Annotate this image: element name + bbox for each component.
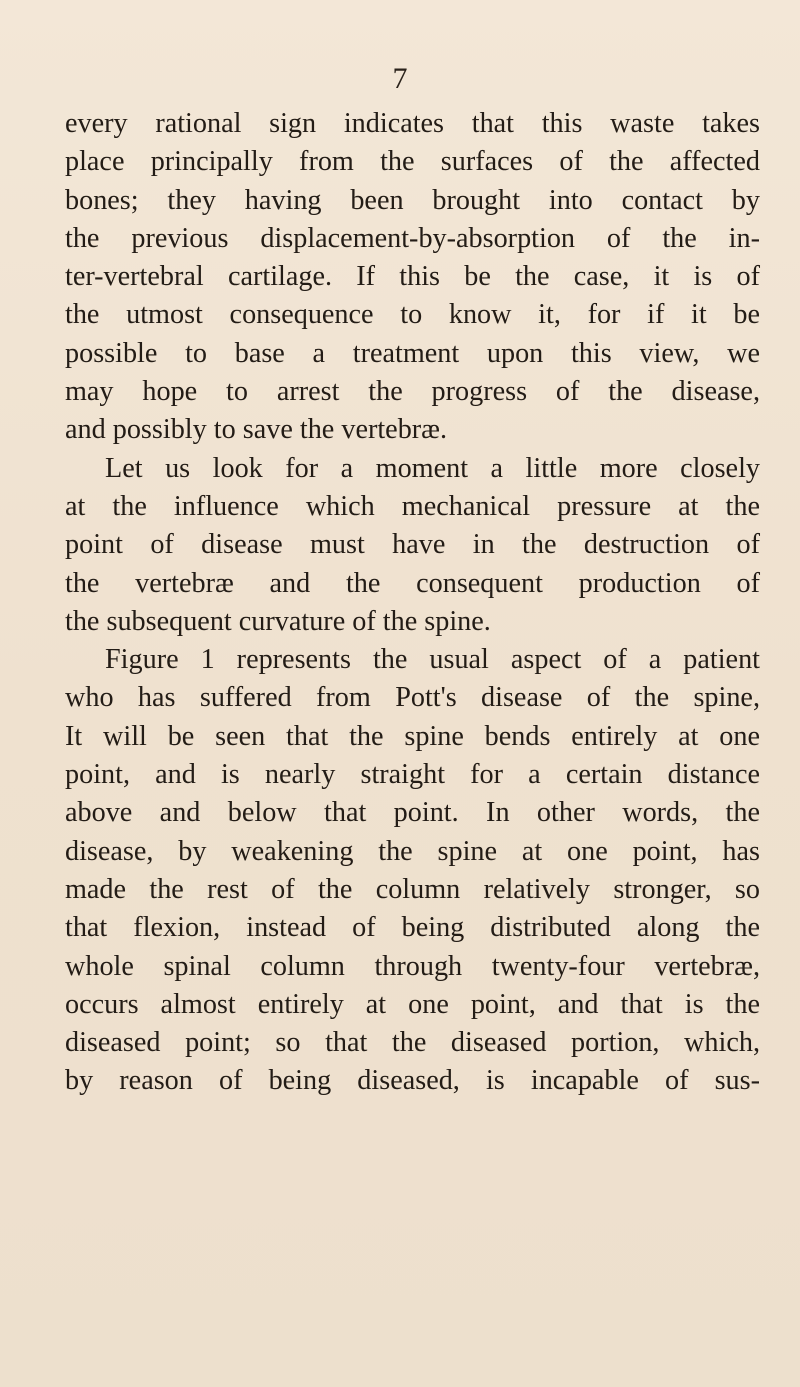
text-line: and possibly to save the vertebræ. bbox=[65, 414, 448, 446]
text-line: whole spinal column through twenty-four vertebræ, bbox=[65, 950, 760, 982]
text-line: Figure 1 represents the usual aspect of a patient bbox=[105, 644, 760, 676]
text-line: possible to base a treatment upon this view, we bbox=[65, 337, 760, 369]
text-line: the utmost consequence to know it, for if it be bbox=[65, 299, 760, 331]
text-line: may hope to arrest the progress of the disease, bbox=[65, 376, 760, 408]
text-line: It will be seen that the spine bends entirely at one bbox=[65, 720, 760, 752]
text-line: disease, by weakening the spine at one point, has bbox=[65, 835, 760, 867]
text-line: ter-vertebral cartilage. If this be the case, it is of bbox=[65, 261, 760, 293]
text-line: occurs almost entirely at one point, and that is the bbox=[65, 988, 760, 1020]
text-line: diseased point; so that the diseased portion, which, bbox=[65, 1027, 760, 1059]
text-line: place principally from the surfaces of the affected bbox=[65, 146, 760, 178]
text-line: above and below that point. In other words, the bbox=[65, 797, 760, 829]
text-line: Let us look for a moment a little more closely bbox=[105, 452, 760, 484]
text-line: bones; they having been brought into contact by bbox=[65, 184, 760, 216]
text-line: the previous displacement-by-absorption of the in- bbox=[65, 222, 760, 254]
text-line: point of disease must have in the destruction of bbox=[65, 529, 760, 561]
text-line: made the rest of the column relatively stronger, so bbox=[65, 873, 760, 905]
page-number: 7 bbox=[392, 62, 408, 95]
text-line: by reason of being diseased, is incapable of sus- bbox=[65, 1065, 760, 1097]
text-line: that flexion, instead of being distributed along the bbox=[65, 912, 760, 944]
text-line: at the influence which mechanical pressure at the bbox=[65, 490, 760, 522]
text-line: point, and is nearly straight for a certain distance bbox=[65, 759, 760, 791]
text-line: the vertebræ and the consequent production of bbox=[65, 567, 760, 599]
text-line: the subsequent curvature of the spine. bbox=[65, 605, 491, 637]
text-line: who has suffered from Pott's disease of the spine, bbox=[65, 682, 760, 714]
text-line: every rational sign indicates that this waste takes bbox=[65, 108, 760, 139]
body-text bbox=[65, 105, 760, 1101]
